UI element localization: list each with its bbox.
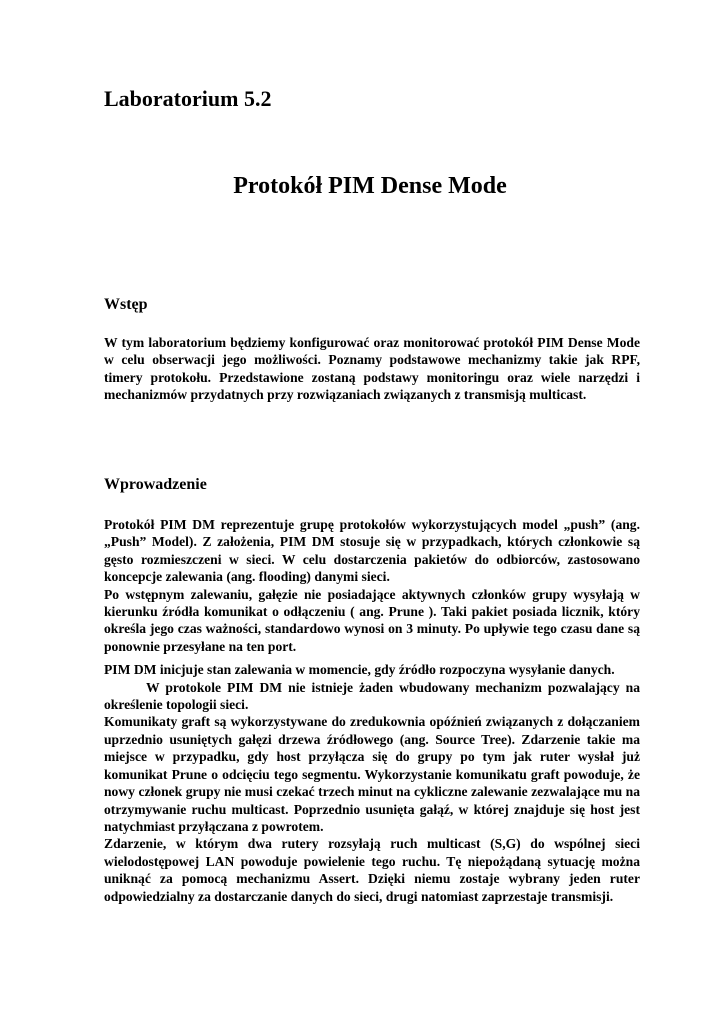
section-heading-wstep: Wstęp [104, 296, 148, 313]
body-paragraph-6: Zdarzenie, w którym dwa rutery rozsyłają ruch multicast (S,G) do wspólnej sieci wielodostępowej LAN powoduje powielenie tego ruchu. Tę niepożądaną sytuację można uniknąć za pomocą mechanizmu Assert. Dzięki niemu zostaje wybrany jeden ruter odpowiedzialny za dostarczanie danych do sieci, drugi natomiast zaprzestaje transmisji. [104, 836, 640, 904]
body-paragraph-5: Komunikaty graft są wykorzystywane do zredukownia opóźnień związanych z dołączaniem uprzednio usuniętych gałęzi drzewa źródłowego (ang. Source Tree). Zdarzenie takie ma miejsce w przypadku, gdy host przyłącza się do grupy po tym jak ruter wysłał już komunikat Prune o odcięciu tego segmentu. Wykorzystanie komunikatu graft powoduje, że nowy członek grupy nie musi czekać trzech minut na cykliczne zalewanie zezwalające mu na otrzymywanie ruchu multicast. Poprzednio usunięta gałąź, w której znajduje się host jest natychmiast przyłączana z powrotem. [104, 714, 640, 834]
lab-title: Laboratorium 5.2 [104, 86, 272, 111]
body-paragraph-4: W protokole PIM DM nie istnieje żaden wbudowany mechanizm pozwalający na określenie topologii sieci. [104, 679, 640, 713]
document-title: Protokół PIM Dense Mode [233, 173, 507, 199]
body-paragraph-2: Po wstępnym zalewaniu, gałęzie nie posiadające aktywnych członków grupy wysyłają w kierunku źródła komunikat o odłączeniu ( ang. Prune ). Taki pakiet posiada licznik, który określa jego czas ważności, standardowo wynosi on 3 minuty. Po upływie tego czasu dane są ponownie przesyłane na ten port. [104, 586, 640, 654]
body-paragraph-1: Protokół PIM DM reprezentuje grupę protokołów wykorzystujących model „push” (ang. „Push” Model). Z założenia, PIM DM stosuje się w przypadkach, których członkowie są gęsto rozmieszczeni w sieci. W celu dostarczenia pakietów do odbiorców, zastosowano koncepcje zalewania (ang. flooding) danymi sieci. [104, 517, 640, 585]
wprowadzenie-body [104, 516, 640, 905]
intro-paragraph [104, 334, 640, 404]
intro-text: W tym laboratorium będziemy konfigurować oraz monitorować protokół PIM Dense Mode w celu obserwacji jego możliwości. Poznamy podstawowe mechanizmy takie jak RPF, timery protokołu. Przedstawione zostaną podstawy monitoringu oraz wiele narzędzi i mechanizmów przydatnych przy rozwiązaniach związanych z transmisją multicast. [104, 335, 640, 403]
section-heading-wprowadzenie: Wprowadzenie [104, 476, 207, 493]
body-paragraph-3: PIM DM inicjuje stan zalewania w momencie, gdy źródło rozpoczyna wysyłanie danych. [104, 662, 615, 678]
